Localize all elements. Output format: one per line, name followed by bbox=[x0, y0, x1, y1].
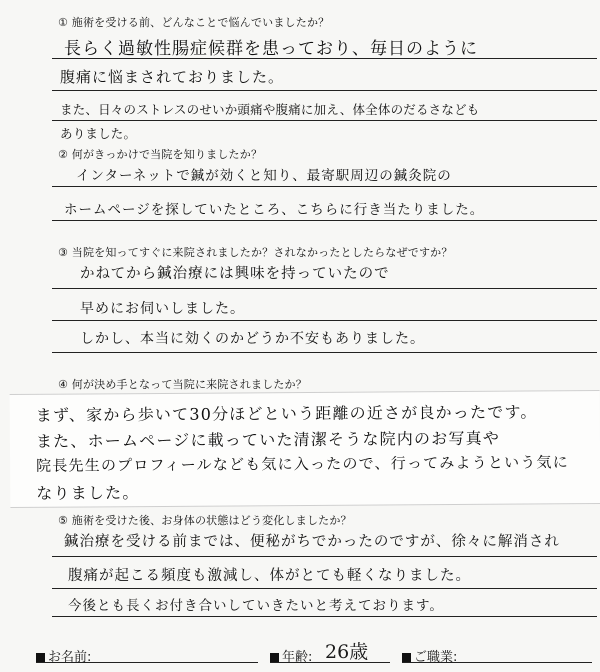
answer-rule bbox=[52, 616, 597, 617]
answer-2-line-2: ホームページを探していたところ、こちらに行き当たりました。 bbox=[64, 202, 485, 218]
pasted-answer-slip bbox=[10, 390, 600, 508]
answer-3-line-3: しかし、本当に効くのかどうか不安もありました。 bbox=[80, 331, 425, 347]
question-4-label: ④ 何が決め手となって当院に来院されましたか？ bbox=[58, 378, 307, 391]
answer-rule bbox=[52, 58, 597, 59]
question-2-label: ② 何がきっかけで当院を知りましたか？ bbox=[58, 148, 263, 161]
question-3-label: ③ 当院を知ってすぐに来院されましたか？されなかったとしたらなぜですか？ bbox=[58, 246, 453, 259]
answer-rule bbox=[52, 186, 597, 187]
answer-rule bbox=[52, 120, 597, 121]
answer-rule bbox=[52, 588, 597, 589]
answer-rule bbox=[52, 352, 597, 353]
answer-4-line-2: また、ホームページに載っていた清潔そうな院内のお写真や bbox=[35, 428, 501, 451]
question-1-label: ① 施術を受ける前、どんなことで悩んでいましたか？ bbox=[58, 16, 330, 29]
answer-rule bbox=[52, 320, 597, 321]
age-value: 26歳 bbox=[325, 641, 369, 663]
answer-4-line-3: 院長先生のプロフィールなども気に入ったので、行ってみようという気に bbox=[36, 453, 569, 475]
occupation-field-label: ご職業: bbox=[402, 646, 457, 665]
answer-rule bbox=[52, 556, 597, 557]
answer-rule bbox=[52, 288, 597, 289]
answer-3-line-2: 早めにお伺いしました。 bbox=[80, 301, 245, 317]
answer-1-line-3: また、日々のストレスのせいか頭痛や腹痛に加え、体全体のだるさなども bbox=[60, 102, 480, 117]
age-field-label: 年齢: bbox=[270, 646, 312, 665]
name-field-label: お名前: bbox=[36, 646, 91, 665]
square-bullet-icon bbox=[36, 653, 45, 662]
name-field-line bbox=[36, 662, 258, 663]
answer-rule bbox=[52, 90, 597, 91]
answer-5-line-3: 今後とも長くお付き合いしていきたいと考えております。 bbox=[68, 598, 444, 614]
square-bullet-icon bbox=[270, 653, 279, 662]
answer-2-line-1: インターネットで鍼が効くと知り、最寄駅周辺の鍼灸院の bbox=[76, 168, 452, 184]
answer-1-line-1: 長らく過敏性腸症候群を患っており、毎日のように bbox=[64, 39, 478, 59]
answer-5-line-1: 鍼治療を受ける前までは、便秘がちでかったのですが、徐々に解消され bbox=[64, 534, 560, 550]
answer-4-line-4: なりました。 bbox=[36, 483, 140, 503]
square-bullet-icon bbox=[402, 653, 411, 662]
answer-1-line-2: 腹痛に悩まされておりました。 bbox=[60, 68, 285, 86]
age-field-line bbox=[270, 662, 390, 663]
occupation-field-line bbox=[402, 662, 592, 663]
answer-5-line-2: 腹痛が起こる頻度も激減し、体がとても軽くなりました。 bbox=[68, 568, 471, 584]
question-5-label: ⑤ 施術を受けた後、お身体の状態はどう変化しましたか？ bbox=[58, 514, 352, 527]
answer-3-line-1: かねてから鍼治療には興味を持っていたので bbox=[80, 266, 390, 282]
answer-rule bbox=[52, 220, 597, 221]
answer-4-line-1: まず、家から歩いて30分ほどという距離の近さが良かったです。 bbox=[35, 402, 538, 425]
answer-1-line-4: ありました。 bbox=[60, 126, 137, 141]
